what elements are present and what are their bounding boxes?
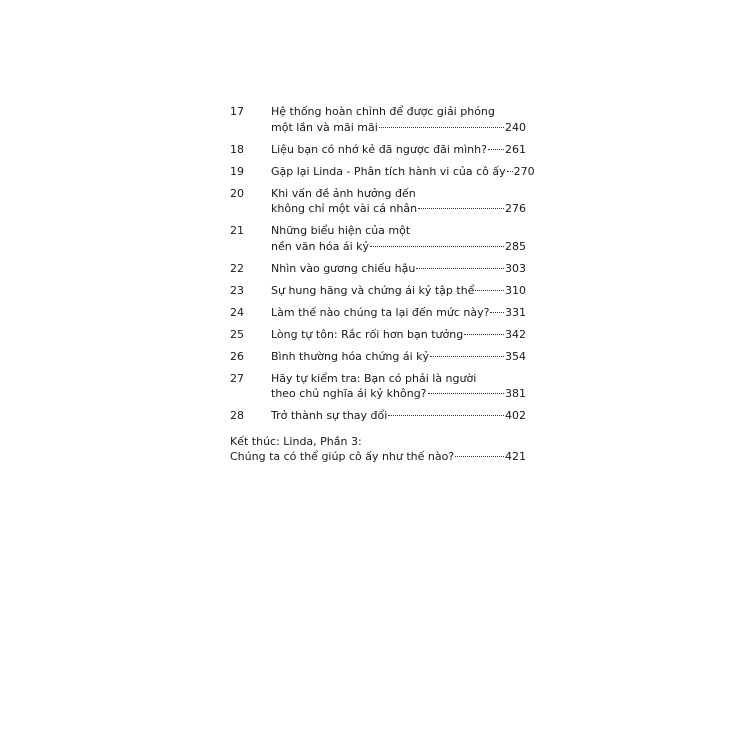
page-number: 421 <box>505 450 526 463</box>
chapter-title-block <box>271 104 526 135</box>
chapter-number: 22 <box>230 261 244 275</box>
chapter-title-block <box>271 349 526 365</box>
toc-entry <box>230 261 526 277</box>
chapter-number: 20 <box>230 186 244 200</box>
dot-leader <box>464 334 504 335</box>
toc-entry <box>230 223 526 254</box>
toc-entry <box>230 104 526 135</box>
page-number: 261 <box>505 142 526 156</box>
chapter-title-line: Khi vấn đề ảnh hưởng đến <box>271 186 416 200</box>
chapter-title-last-line <box>271 349 526 365</box>
toc-entry <box>230 142 526 158</box>
chapter-title-last-line <box>271 120 526 136</box>
dot-leader <box>490 312 504 313</box>
page-number: 276 <box>505 202 526 215</box>
chapter-title-last-line <box>271 283 526 299</box>
page-number: 303 <box>505 261 526 275</box>
chapter-title-block <box>271 327 526 343</box>
page-number: 310 <box>505 283 526 297</box>
chapter-title-block <box>271 283 526 299</box>
chapter-title-block <box>271 261 526 277</box>
dot-leader <box>388 415 504 416</box>
dot-leader <box>416 268 504 269</box>
epilogue-subtitle: Chúng ta có thể giúp cô ấy như thế nào? <box>230 450 455 463</box>
chapter-number: 23 <box>230 283 244 297</box>
chapter-number: 26 <box>230 349 244 363</box>
dot-leader <box>475 290 504 291</box>
page-number: 402 <box>505 409 526 422</box>
chapter-title-block <box>271 305 526 321</box>
chapter-title: không chỉ một vài cá nhân <box>271 202 418 215</box>
chapter-number: 28 <box>230 409 244 422</box>
chapter-title-line: Những biểu hiện của một <box>271 224 411 237</box>
toc-entry <box>230 305 526 321</box>
toc-entry <box>230 408 526 424</box>
chapter-number: 19 <box>230 164 244 178</box>
chapter-title: Lòng tự tôn: Rắc rối hơn bạn tưởng <box>271 327 464 341</box>
epilogue-subtitle-row <box>230 449 526 465</box>
chapter-title-block <box>271 371 526 402</box>
dot-leader <box>507 171 513 172</box>
chapter-title: Bình thường hóa chứng ái kỷ <box>271 349 430 363</box>
toc-entry <box>230 186 526 217</box>
chapter-title-block <box>271 408 526 424</box>
chapter-title-last-line <box>271 327 526 343</box>
chapter-title: Làm thế nào chúng ta lại đến mức này? <box>271 305 490 319</box>
chapter-title: Liệu bạn có nhớ kẻ đã ngược đãi mình? <box>271 142 487 156</box>
chapter-title: theo chủ nghĩa ái kỷ không? <box>271 387 427 400</box>
chapter-number: 21 <box>230 224 244 237</box>
toc-entry <box>230 349 526 365</box>
page-number: 381 <box>505 387 526 400</box>
chapter-title-last-line <box>271 201 526 217</box>
chapter-title-last-line <box>271 408 526 424</box>
page-number: 285 <box>505 239 526 253</box>
chapter-number: 27 <box>230 371 244 385</box>
chapter-title: Gặp lại Linda - Phân tích hành vi của cô ấy <box>271 164 506 178</box>
dot-leader <box>379 127 504 128</box>
chapter-title-last-line <box>271 261 526 277</box>
toc-epilogue <box>230 434 526 465</box>
dot-leader <box>430 356 504 357</box>
page-number: 354 <box>505 349 526 363</box>
page-number: 270 <box>513 164 535 178</box>
dot-leader <box>428 393 504 394</box>
toc-entry <box>230 327 526 343</box>
chapter-number: 17 <box>230 105 244 118</box>
page-number: 342 <box>505 327 526 341</box>
toc-entry <box>230 164 535 180</box>
chapter-number: 18 <box>230 142 244 156</box>
chapter-title: một lần và mãi mãi <box>271 120 378 134</box>
toc-entry <box>230 371 526 402</box>
page-number: 240 <box>505 120 526 134</box>
toc-entry <box>230 283 526 299</box>
dot-leader <box>370 246 504 247</box>
chapter-title: Trở thành sự thay đổi <box>271 409 388 422</box>
chapter-title-block <box>271 186 526 217</box>
chapter-title-line: Hãy tự kiểm tra: Bạn có phải là người <box>271 371 477 385</box>
dot-leader <box>455 456 504 457</box>
chapter-title-line: Hệ thống hoàn chỉnh để được giải phóng <box>271 105 495 118</box>
epilogue-title: Kết thúc: Linda, Phần 3: <box>230 434 362 448</box>
chapter-title: Sự hung hăng và chứng ái kỷ tập thể <box>271 283 475 297</box>
chapter-title: nền văn hóa ái kỷ <box>271 239 370 253</box>
chapter-number: 25 <box>230 327 244 341</box>
dot-leader <box>488 149 504 150</box>
chapter-title-last-line <box>271 164 535 180</box>
dot-leader <box>418 208 504 209</box>
page-number: 331 <box>505 305 526 319</box>
chapter-title-last-line <box>271 305 526 321</box>
chapter-number: 24 <box>230 305 244 319</box>
chapter-title-last-line <box>271 142 526 158</box>
chapter-title: Nhìn vào gương chiếu hậu <box>271 261 416 275</box>
chapter-title-block <box>271 223 526 254</box>
chapter-title-last-line <box>271 386 526 402</box>
chapter-title-last-line <box>271 239 526 255</box>
table-of-contents <box>230 104 535 465</box>
chapter-title-block <box>271 164 535 180</box>
toc-entries <box>230 104 535 424</box>
chapter-title-block <box>271 142 526 158</box>
